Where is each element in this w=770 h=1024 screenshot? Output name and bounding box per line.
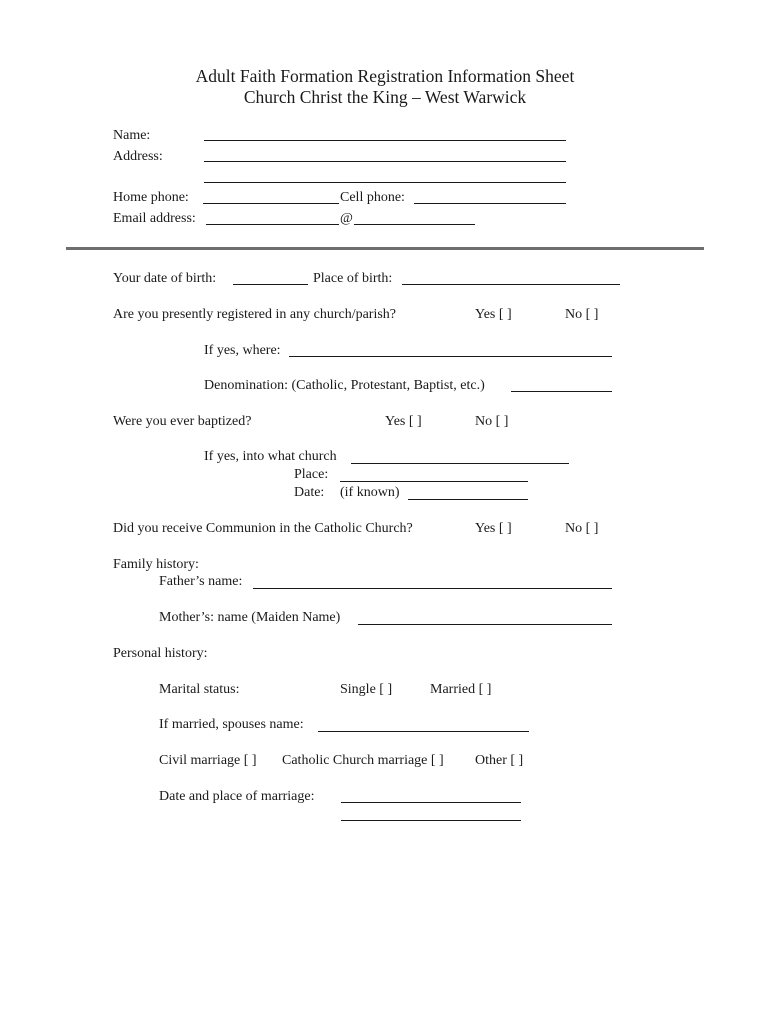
mother-name-field[interactable] — [358, 624, 612, 625]
baptism-place-label: Place: — [294, 467, 329, 482]
email-user-field[interactable] — [206, 224, 339, 225]
section-divider — [66, 247, 704, 250]
address-field-line-1[interactable] — [204, 161, 566, 162]
registered-no-checkbox[interactable]: No [ ] — [565, 307, 599, 322]
name-field[interactable] — [204, 140, 566, 141]
baptism-church-field[interactable] — [351, 463, 569, 464]
cell-phone-label: Cell phone: — [340, 190, 405, 205]
dob-label: Your date of birth: — [113, 271, 217, 286]
baptism-church-label: If yes, into what church — [204, 449, 337, 464]
birthplace-field[interactable] — [402, 284, 620, 285]
communion-no-checkbox[interactable]: No [ ] — [565, 521, 599, 536]
baptized-no-checkbox[interactable]: No [ ] — [475, 414, 509, 429]
family-history-heading: Family history: — [113, 557, 199, 572]
baptism-date-label: Date: — [294, 485, 325, 500]
communion-question: Did you receive Communion in the Catholic Church? — [113, 521, 413, 536]
home-phone-label: Home phone: — [113, 190, 189, 205]
dob-field[interactable] — [233, 284, 308, 285]
form-title: Adult Faith Formation Registration Information Sheet — [195, 66, 575, 86]
father-name-label: Father’s name: — [159, 574, 243, 589]
marriage-date-place-field-1[interactable] — [341, 802, 521, 803]
home-phone-field[interactable] — [203, 203, 339, 204]
email-domain-field[interactable] — [354, 224, 475, 225]
baptism-place-field[interactable] — [340, 481, 528, 482]
baptized-yes-checkbox[interactable]: Yes [ ] — [385, 414, 422, 429]
registered-question: Are you presently registered in any church/parish? — [113, 307, 397, 322]
communion-yes-checkbox[interactable]: Yes [ ] — [475, 521, 512, 536]
denomination-field[interactable] — [511, 391, 612, 392]
cell-phone-field[interactable] — [414, 203, 566, 204]
where-label: If yes, where: — [204, 343, 281, 358]
marriage-date-place-field-2[interactable] — [341, 820, 521, 821]
where-field[interactable] — [289, 356, 612, 357]
civil-marriage-checkbox[interactable]: Civil marriage [ ] — [159, 753, 257, 768]
church-name: Church Christ the King – West Warwick — [243, 87, 527, 107]
other-marriage-checkbox[interactable]: Other [ ] — [475, 753, 524, 768]
baptism-date-field[interactable] — [408, 499, 528, 500]
baptism-date-hint: (if known) — [340, 485, 400, 500]
address-label: Address: — [113, 149, 163, 164]
baptized-question: Were you ever baptized? — [113, 414, 252, 429]
spouse-name-field[interactable] — [318, 731, 529, 732]
spouse-name-label: If married, spouses name: — [159, 717, 304, 732]
married-checkbox[interactable]: Married [ ] — [430, 682, 492, 697]
single-checkbox[interactable]: Single [ ] — [340, 682, 393, 697]
marriage-date-place-label: Date and place of marriage: — [159, 789, 315, 804]
registered-yes-checkbox[interactable]: Yes [ ] — [475, 307, 512, 322]
email-at-symbol: @ — [340, 211, 353, 226]
birthplace-label: Place of birth: — [313, 271, 393, 286]
email-label: Email address: — [113, 211, 196, 226]
father-name-field[interactable] — [253, 588, 612, 589]
denomination-label: Denomination: (Catholic, Protestant, Baptist, etc.) — [204, 378, 485, 393]
catholic-marriage-checkbox[interactable]: Catholic Church marriage [ ] — [282, 753, 444, 768]
mother-name-label: Mother’s: name (Maiden Name) — [159, 610, 341, 625]
address-field-line-2[interactable] — [204, 182, 566, 183]
personal-history-heading: Personal history: — [113, 646, 208, 661]
name-label: Name: — [113, 128, 151, 143]
marital-status-label: Marital status: — [159, 682, 240, 697]
